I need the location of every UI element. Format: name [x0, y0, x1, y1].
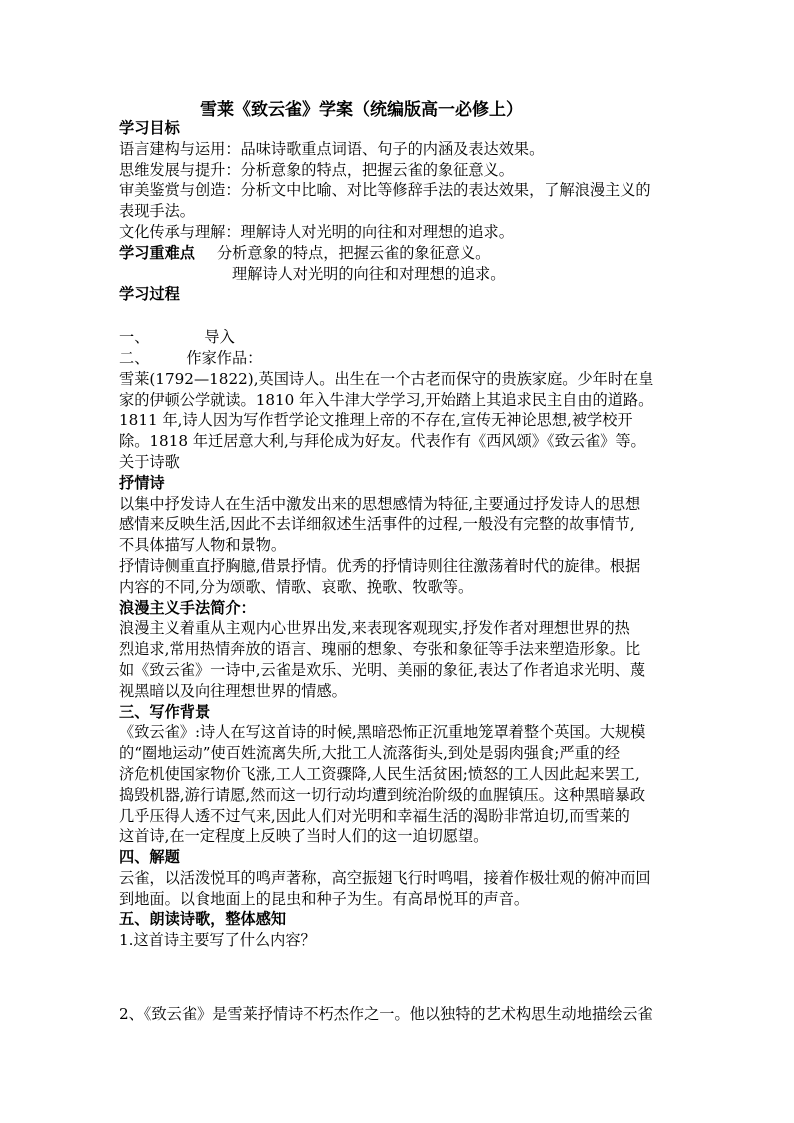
author-line: 家的伊顿公学就读。1810 年入牛津大学学习,开始踏上其追求民主自由的道路。 — [119, 390, 654, 409]
key-point-2: 理解诗人对光明的向往和对理想的追求。 — [232, 264, 506, 283]
section-2-label: 作家作品： — [186, 348, 263, 367]
lyric-line: 以集中抒发诗人在生活中激发出来的思想感情为特征,主要通过抒发诗人的思想 — [119, 494, 641, 513]
lyric-line: 内容的不同,分为颂歌、情歌、哀歌、挽歌、牧歌等。 — [119, 577, 474, 596]
romantic-line: 浪漫主义着重从主观内心世界出发,来表现客观现实,抒发作者对理想世界的热 — [119, 619, 630, 638]
question-1: 1.这首诗主要写了什么内容？ — [119, 931, 316, 950]
lyric-line: 感情来反映生活,因此不去详细叙述生活事件的过程,一般没有完整的故事情节, — [119, 515, 635, 534]
key-points-line-2 — [119, 264, 679, 285]
lyric-line: 不具体描写人物和景物。 — [119, 536, 287, 555]
goal-line: 表现手法。 — [119, 202, 195, 221]
section-2-number: 二、 — [119, 348, 150, 367]
question-2: 2、《致云雀》是雪莱抒情诗不朽杰作之一。他以独特的艺术构思生动地描绘云雀 — [119, 1005, 653, 1024]
background-line: 济危机使国家物价飞涨,工人工资骤降,人民生活贫困;愤怒的工人因此起来罢工, — [119, 764, 640, 783]
title-explanation-heading: 四、解题 — [119, 848, 180, 867]
section-1-label: 导入 — [204, 328, 235, 347]
romantic-line: 烈追求,常用热情奔放的语言、瑰丽的想象、夸张和象征等手法来塑造形象。比 — [119, 640, 641, 659]
goal-line: 思维发展与提升：分析意象的特点，把握云雀的象征意义。 — [119, 160, 514, 179]
romantic-heading: 浪漫主义手法简介： — [119, 598, 256, 617]
about-poetry: 关于诗歌 — [119, 452, 180, 471]
title-explanation-line: 云雀，以活泼悦耳的鸣声著称，高空振翅飞行时鸣唱，接着作极壮观的俯冲而回 — [119, 868, 651, 887]
lyric-heading: 抒情诗 — [119, 473, 165, 492]
reading-heading: 五、朗读诗歌，整体感知 — [119, 910, 287, 929]
background-line: 捣毁机器,游行请愿,然而这一切行动均遭到统治阶级的血腥镇压。这种黑暗暴政 — [119, 785, 646, 804]
document-body — [119, 118, 679, 1025]
background-line: 几乎压得人透不过气来,因此人们对光明和幸福生活的渴盼非常迫切,而雪莱的 — [119, 806, 630, 825]
background-line: 这首诗,在一定程度上反映了当时人们的这一迫切愿望。 — [119, 827, 489, 846]
author-line: 1811 年,诗人因为写作哲学论文推理上帝的不存在,宣传无神论思想,被学校开 — [119, 411, 633, 430]
goal-line: 文化传承与理解：理解诗人对光明的向往和对理想的追求。 — [119, 222, 514, 241]
goal-line: 语言建构与运用：品味诗歌重点词语、句子的内涵及表达效果。 — [119, 139, 545, 158]
goals-heading: 学习目标 — [119, 119, 180, 137]
goal-line: 审美鉴赏与创造：分析文中比喻、对比等修辞手法的表达效果，了解浪漫主义的 — [119, 181, 651, 200]
key-heading: 学习重难点 — [119, 243, 195, 262]
background-line: 的“圈地运动”使百姓流离失所,大批工人流落街头,到处是弱肉强食;严重的经 — [119, 744, 621, 763]
section-2 — [119, 348, 679, 369]
key-point-1: 分析意象的特点，把握云雀的象征意义。 — [216, 243, 491, 262]
author-line: 除。1818 年迁居意大利,与拜伦成为好友。代表作有《西风颂》《致云雀》等。 — [119, 432, 646, 451]
romantic-line: 如《致云雀》一诗中,云雀是欢乐、光明、美丽的象征,表达了作者追求光明、蔑 — [119, 660, 646, 679]
section-1-number: 一、 — [119, 328, 150, 347]
background-heading: 三、写作背景 — [119, 702, 211, 721]
romantic-line: 视黑暗以及向往理想世界的情感。 — [119, 681, 347, 700]
title-explanation-line: 到地面。以食地面上的昆虫和种子为生。有高昂悦耳的声音。 — [119, 889, 530, 908]
key-points-line-1 — [119, 243, 679, 264]
background-line: 《致云雀》:诗人在写这首诗的时候,黑暗恐怖正沉重地笼罩着整个英国。大规模 — [119, 723, 646, 742]
section-1 — [119, 327, 679, 348]
lyric-line: 抒情诗侧重直抒胸臆,借景抒情。优秀的抒情诗则往往激荡着时代的旋律。根据 — [119, 556, 641, 575]
process-heading: 学习过程 — [119, 285, 180, 304]
page-title: 雪莱《致云雀》学案（统编版高一必修上） — [200, 100, 523, 120]
author-line: 雪莱(1792—1822),英国诗人。出生在一个古老而保守的贵族家庭。少年时在皇 — [119, 369, 654, 388]
